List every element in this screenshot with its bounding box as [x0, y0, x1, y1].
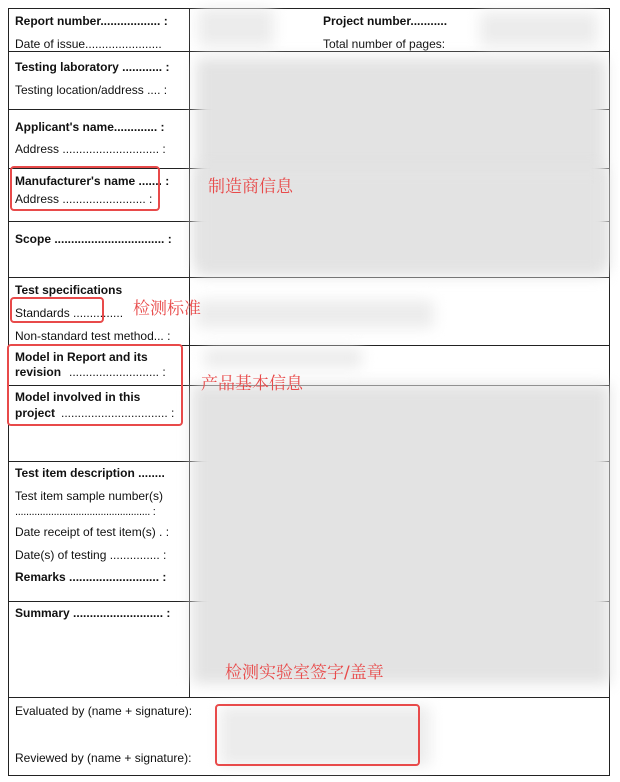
remarks-label: Remarks ........................... : — [15, 570, 167, 584]
applicant-address-label: Address ............................. : — [15, 142, 166, 156]
redacted-model-description-block — [192, 384, 610, 684]
row-divider — [9, 697, 609, 698]
evaluated-by-label: Evaluated by (name + signature): — [15, 704, 193, 718]
model-highlight-box — [7, 344, 183, 426]
manufacturer-name-label: Manufacturer's name ....... : — [15, 174, 170, 188]
reviewed-by-label: Reviewed by (name + signature): — [15, 751, 192, 765]
report-number-label: Report number.................. : — [15, 14, 168, 28]
test-item-description-label: Test item description ........ — [15, 466, 165, 480]
column-divider — [189, 9, 190, 697]
model-involved-label: Model involved in this — [15, 390, 141, 404]
non-standard-method-label: Non-standard test method... : — [15, 329, 171, 343]
model-in-report-label: Model in Report and its — [15, 350, 148, 364]
date-of-issue-label: Date of issue....................... — [15, 37, 162, 51]
row-divider — [9, 277, 609, 278]
applicant-name-label: Applicant's name............. : — [15, 120, 165, 134]
manufacturer-highlight-box — [10, 166, 160, 211]
model-in-report-dots: ........................... : — [69, 365, 166, 379]
test-specifications-heading: Test specifications — [15, 283, 123, 297]
redacted-standards-value — [196, 300, 434, 328]
redacted-model-in-report — [204, 348, 362, 368]
lab-signature-annotation: 检测实验室签字/盖章 — [225, 663, 384, 683]
project-number-label: Project number........... — [323, 14, 448, 28]
signature-highlight-box — [215, 704, 420, 766]
standards-highlight-box — [10, 297, 104, 323]
model-involved-dots: ................................ : — [61, 406, 175, 420]
test-standard-annotation: 检测标准 — [133, 299, 201, 319]
summary-label: Summary ........................... : — [15, 606, 171, 620]
date-receipt-label: Date receipt of test item(s) . : — [15, 525, 170, 539]
standards-label: Standards ............... — [15, 306, 124, 320]
testing-laboratory-label: Testing laboratory ............ : — [15, 60, 170, 74]
row-divider — [9, 51, 609, 52]
manufacturer-address-label: Address ......................... : — [15, 192, 153, 206]
testing-location-label: Testing location/address .... : — [15, 83, 168, 97]
sample-number-dots: ................................................. : — [15, 506, 156, 518]
dates-of-testing-label: Date(s) of testing ............... : — [15, 548, 167, 562]
scope-label: Scope ................................. : — [15, 232, 172, 246]
model-involved-project-label: project — [15, 406, 56, 420]
redacted-report-number — [198, 8, 274, 46]
redacted-project-number — [480, 12, 598, 46]
total-pages-label: Total number of pages: — [323, 37, 446, 51]
model-in-report-revision-label: revision — [15, 365, 62, 379]
product-info-annotation: 产品基本信息 — [201, 374, 303, 394]
sample-number-label: Test item sample number(s) — [15, 489, 164, 503]
manufacturer-info-annotation: 制造商信息 — [208, 177, 293, 197]
